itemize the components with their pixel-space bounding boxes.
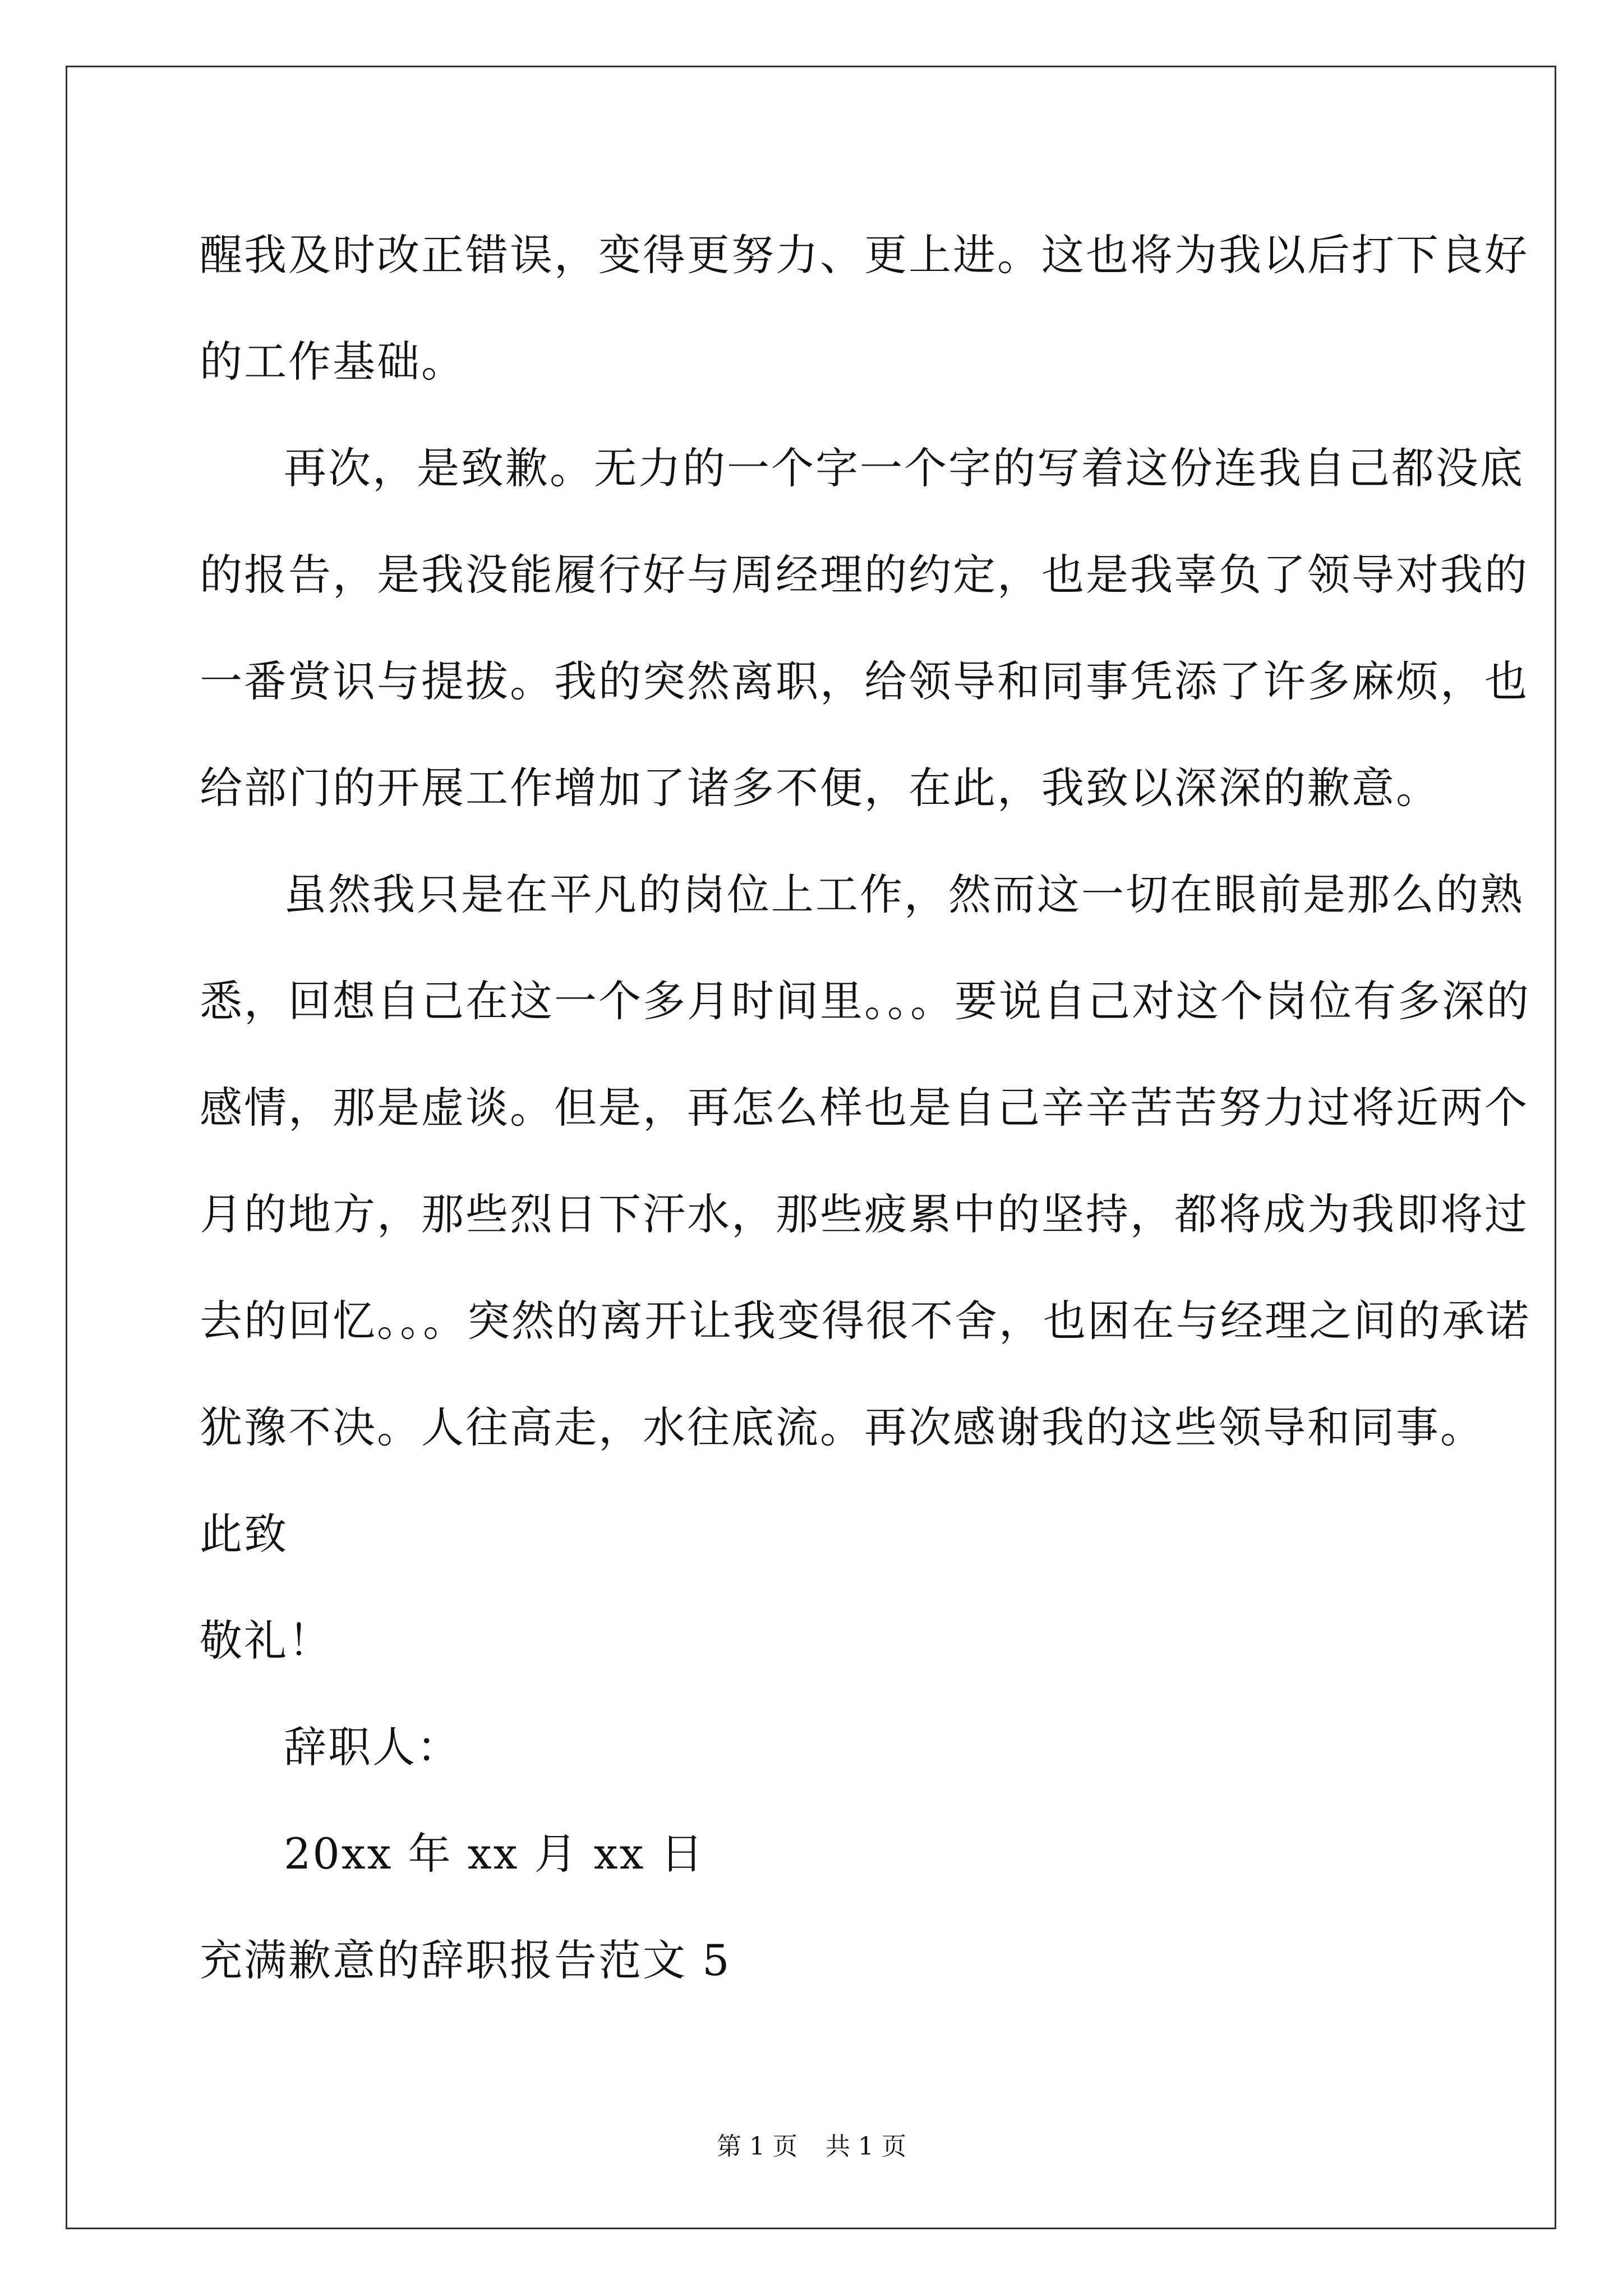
text-line: 悉，回想自己在这一个多月时间里。。。要说自己对这个岗位有多深的: [200, 976, 1530, 1026]
closing-regards: 敬礼！: [200, 1616, 333, 1665]
section-heading: 充满歉意的辞职报告范文 5: [200, 1935, 731, 1985]
text-line: 一番赏识与提拔。我的突然离职，给领导和同事凭添了许多麻烦，也: [200, 656, 1529, 706]
page-number-current: 第 1 页: [717, 2132, 797, 2161]
text-line: 的工作基础。: [200, 337, 465, 386]
date-line: 20xx 年 xx 月 xx 日: [284, 1829, 705, 1879]
text-line: 感情，那是虚谈。但是，再怎么样也是自己辛辛苦苦努力过将近两个: [200, 1083, 1529, 1133]
text-line: 月的地方，那些烈日下汗水，那些疲累中的坚持，都将成为我即将过: [200, 1189, 1529, 1239]
text-line: 的报告，是我没能履行好与周经理的约定，也是我辜负了领导对我的: [200, 550, 1529, 600]
text-line: 再次，是致歉。无力的一个字一个字的写着这份连我自己都没底: [284, 443, 1524, 493]
document-body: [200, 202, 1530, 2014]
page-number-total: 共 1 页: [826, 2132, 906, 2161]
closing-salutation: 此致: [200, 1509, 288, 1559]
signature-label: 辞职人：: [284, 1722, 461, 1772]
text-line: 虽然我只是在平凡的岗位上工作，然而这一切在眼前是那么的熟: [284, 869, 1524, 919]
page-footer: [0, 2126, 1623, 2162]
text-line: 给部门的开展工作增加了诸多不便，在此，我致以深深的歉意。: [200, 763, 1440, 813]
text-line: 醒我及时改正错误，变得更努力、更上进。这也将为我以后打下良好: [200, 230, 1529, 280]
text-line: 犹豫不决。人往高走，水往底流。再次感谢我的这些领导和同事。: [200, 1402, 1484, 1452]
text-line: 去的回忆。。。突然的离开让我变得很不舍，也困在与经理之间的承诺: [200, 1296, 1530, 1346]
